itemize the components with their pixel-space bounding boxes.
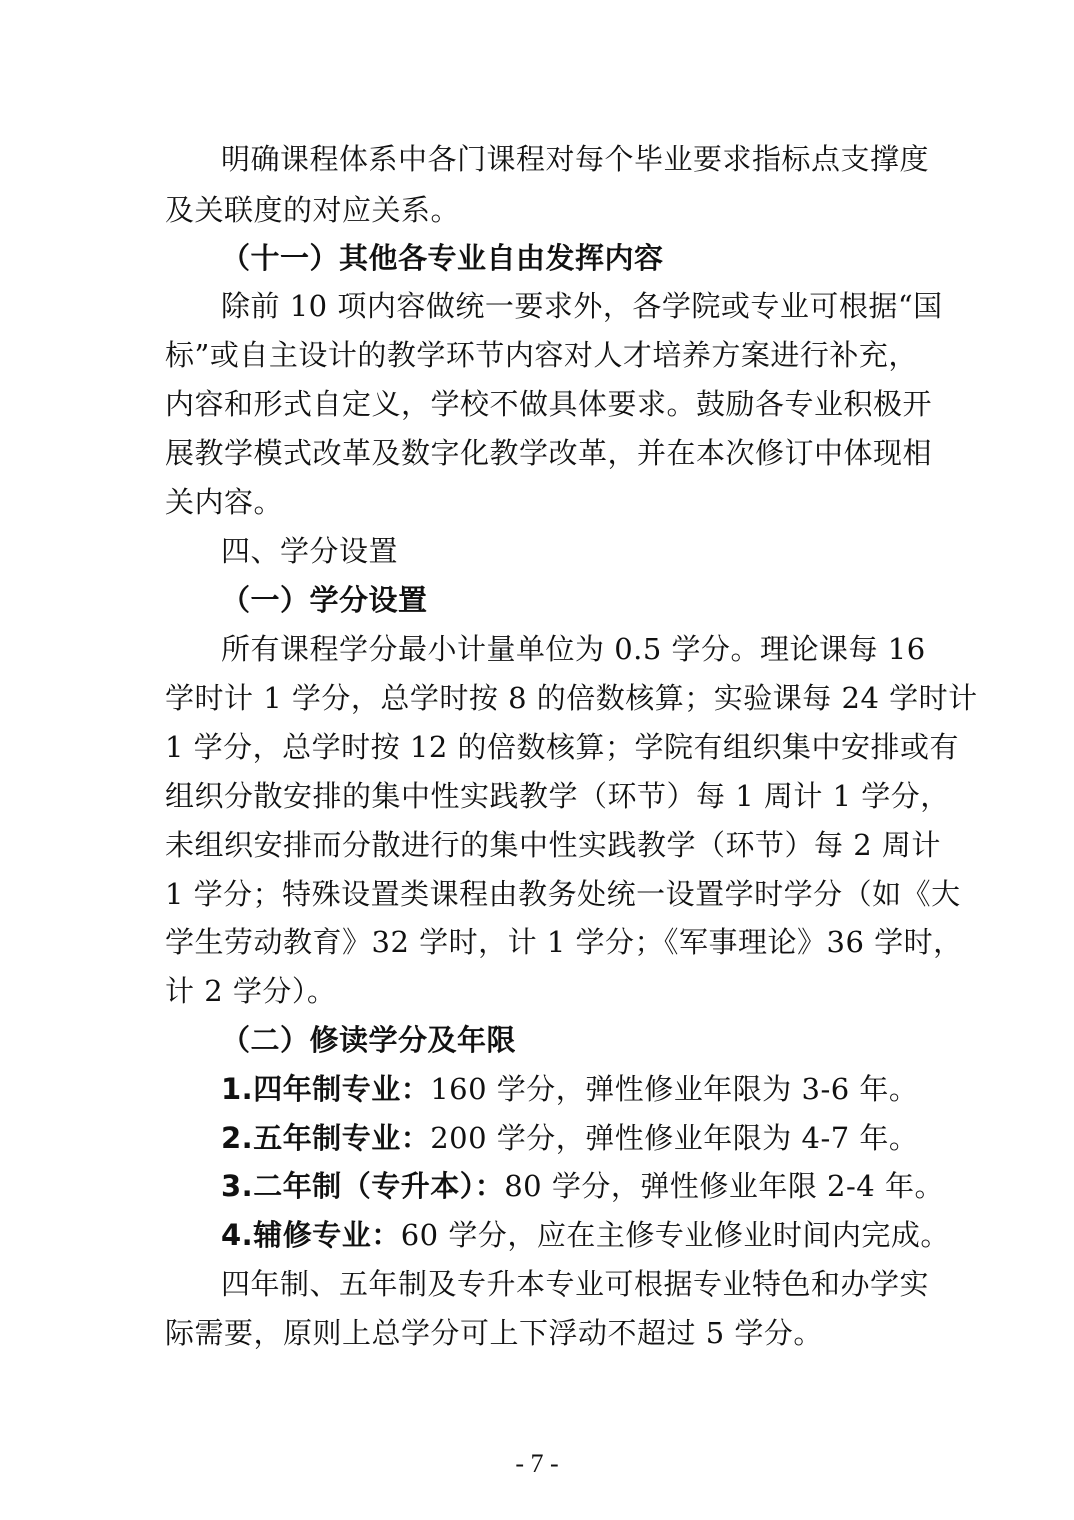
paragraph-line: 1 学分；特殊设置类课程由教务处统一设置学时学分（如《大 <box>165 877 961 911</box>
paragraph-line: 组织分散安排的集中性实践教学（环节）每 1 周计 1 学分， <box>165 779 950 813</box>
paragraph-line: 及关联度的对应关系。 <box>165 193 461 227</box>
section-heading: （十一）其他各专业自由发挥内容 <box>221 241 664 275</box>
paragraph-line: 四年制、五年制及专升本专业可根据专业特色和办学实 <box>221 1267 930 1301</box>
page-number: - 7 - <box>515 1449 559 1478</box>
paragraph-line: 明确课程体系中各门课程对每个毕业要求指标点支撑度 <box>221 142 930 176</box>
paragraph-line: 际需要，原则上总学分可上下浮动不超过 5 学分。 <box>165 1316 823 1350</box>
paragraph-line: 未组织安排而分散进行的集中性实践教学（环节）每 2 周计 <box>165 828 941 862</box>
list-item <box>221 1215 950 1255</box>
paragraph-line: 计 2 学分）。 <box>165 974 337 1008</box>
paragraph-line: 学生劳动教育》32 学时，计 1 学分；《军事理论》36 学时， <box>165 925 963 959</box>
paragraph-line: 所有课程学分最小计量单位为 0.5 学分。理论课每 16 <box>221 632 926 666</box>
section-heading: （一）学分设置 <box>221 583 428 617</box>
list-item-text: 80 学分，弹性修业年限 2-4 年。 <box>504 1169 944 1203</box>
paragraph-line: 学时计 1 学分，总学时按 8 的倍数核算；实验课每 24 学时计 <box>165 681 978 715</box>
paragraph-line: 内容和形式自定义，学校不做具体要求。鼓励各专业积极开 <box>165 387 933 421</box>
paragraph-line: 标”或自主设计的教学环节内容对人才培养方案进行补充， <box>165 338 918 372</box>
list-item-label: 4.辅修专业： <box>221 1218 401 1252</box>
paragraph-line: 1 学分，总学时按 12 的倍数核算；学院有组织集中安排或有 <box>165 730 960 764</box>
list-item-text: 60 学分，应在主修专业修业时间内完成。 <box>400 1218 950 1252</box>
list-item-text: 160 学分，弹性修业年限为 3-6 年。 <box>430 1072 919 1106</box>
list-item-text: 200 学分，弹性修业年限为 4-7 年。 <box>430 1121 919 1155</box>
chapter-heading: 四、学分设置 <box>221 534 399 568</box>
list-item-label: 2.五年制专业： <box>221 1121 431 1155</box>
list-item <box>221 1166 944 1206</box>
list-item-label: 3.二年制（专升本）： <box>221 1169 505 1203</box>
paragraph-line: 关内容。 <box>165 485 284 519</box>
paragraph-line: 展教学模式改革及数字化教学改革，并在本次修订中体现相 <box>165 436 933 470</box>
list-item <box>221 1118 919 1158</box>
list-item <box>221 1069 919 1109</box>
paragraph-line: 除前 10 项内容做统一要求外，各学院或专业可根据“国 <box>221 289 943 323</box>
section-heading: （二）修读学分及年限 <box>221 1023 517 1057</box>
list-item-label: 1.四年制专业： <box>221 1072 431 1106</box>
